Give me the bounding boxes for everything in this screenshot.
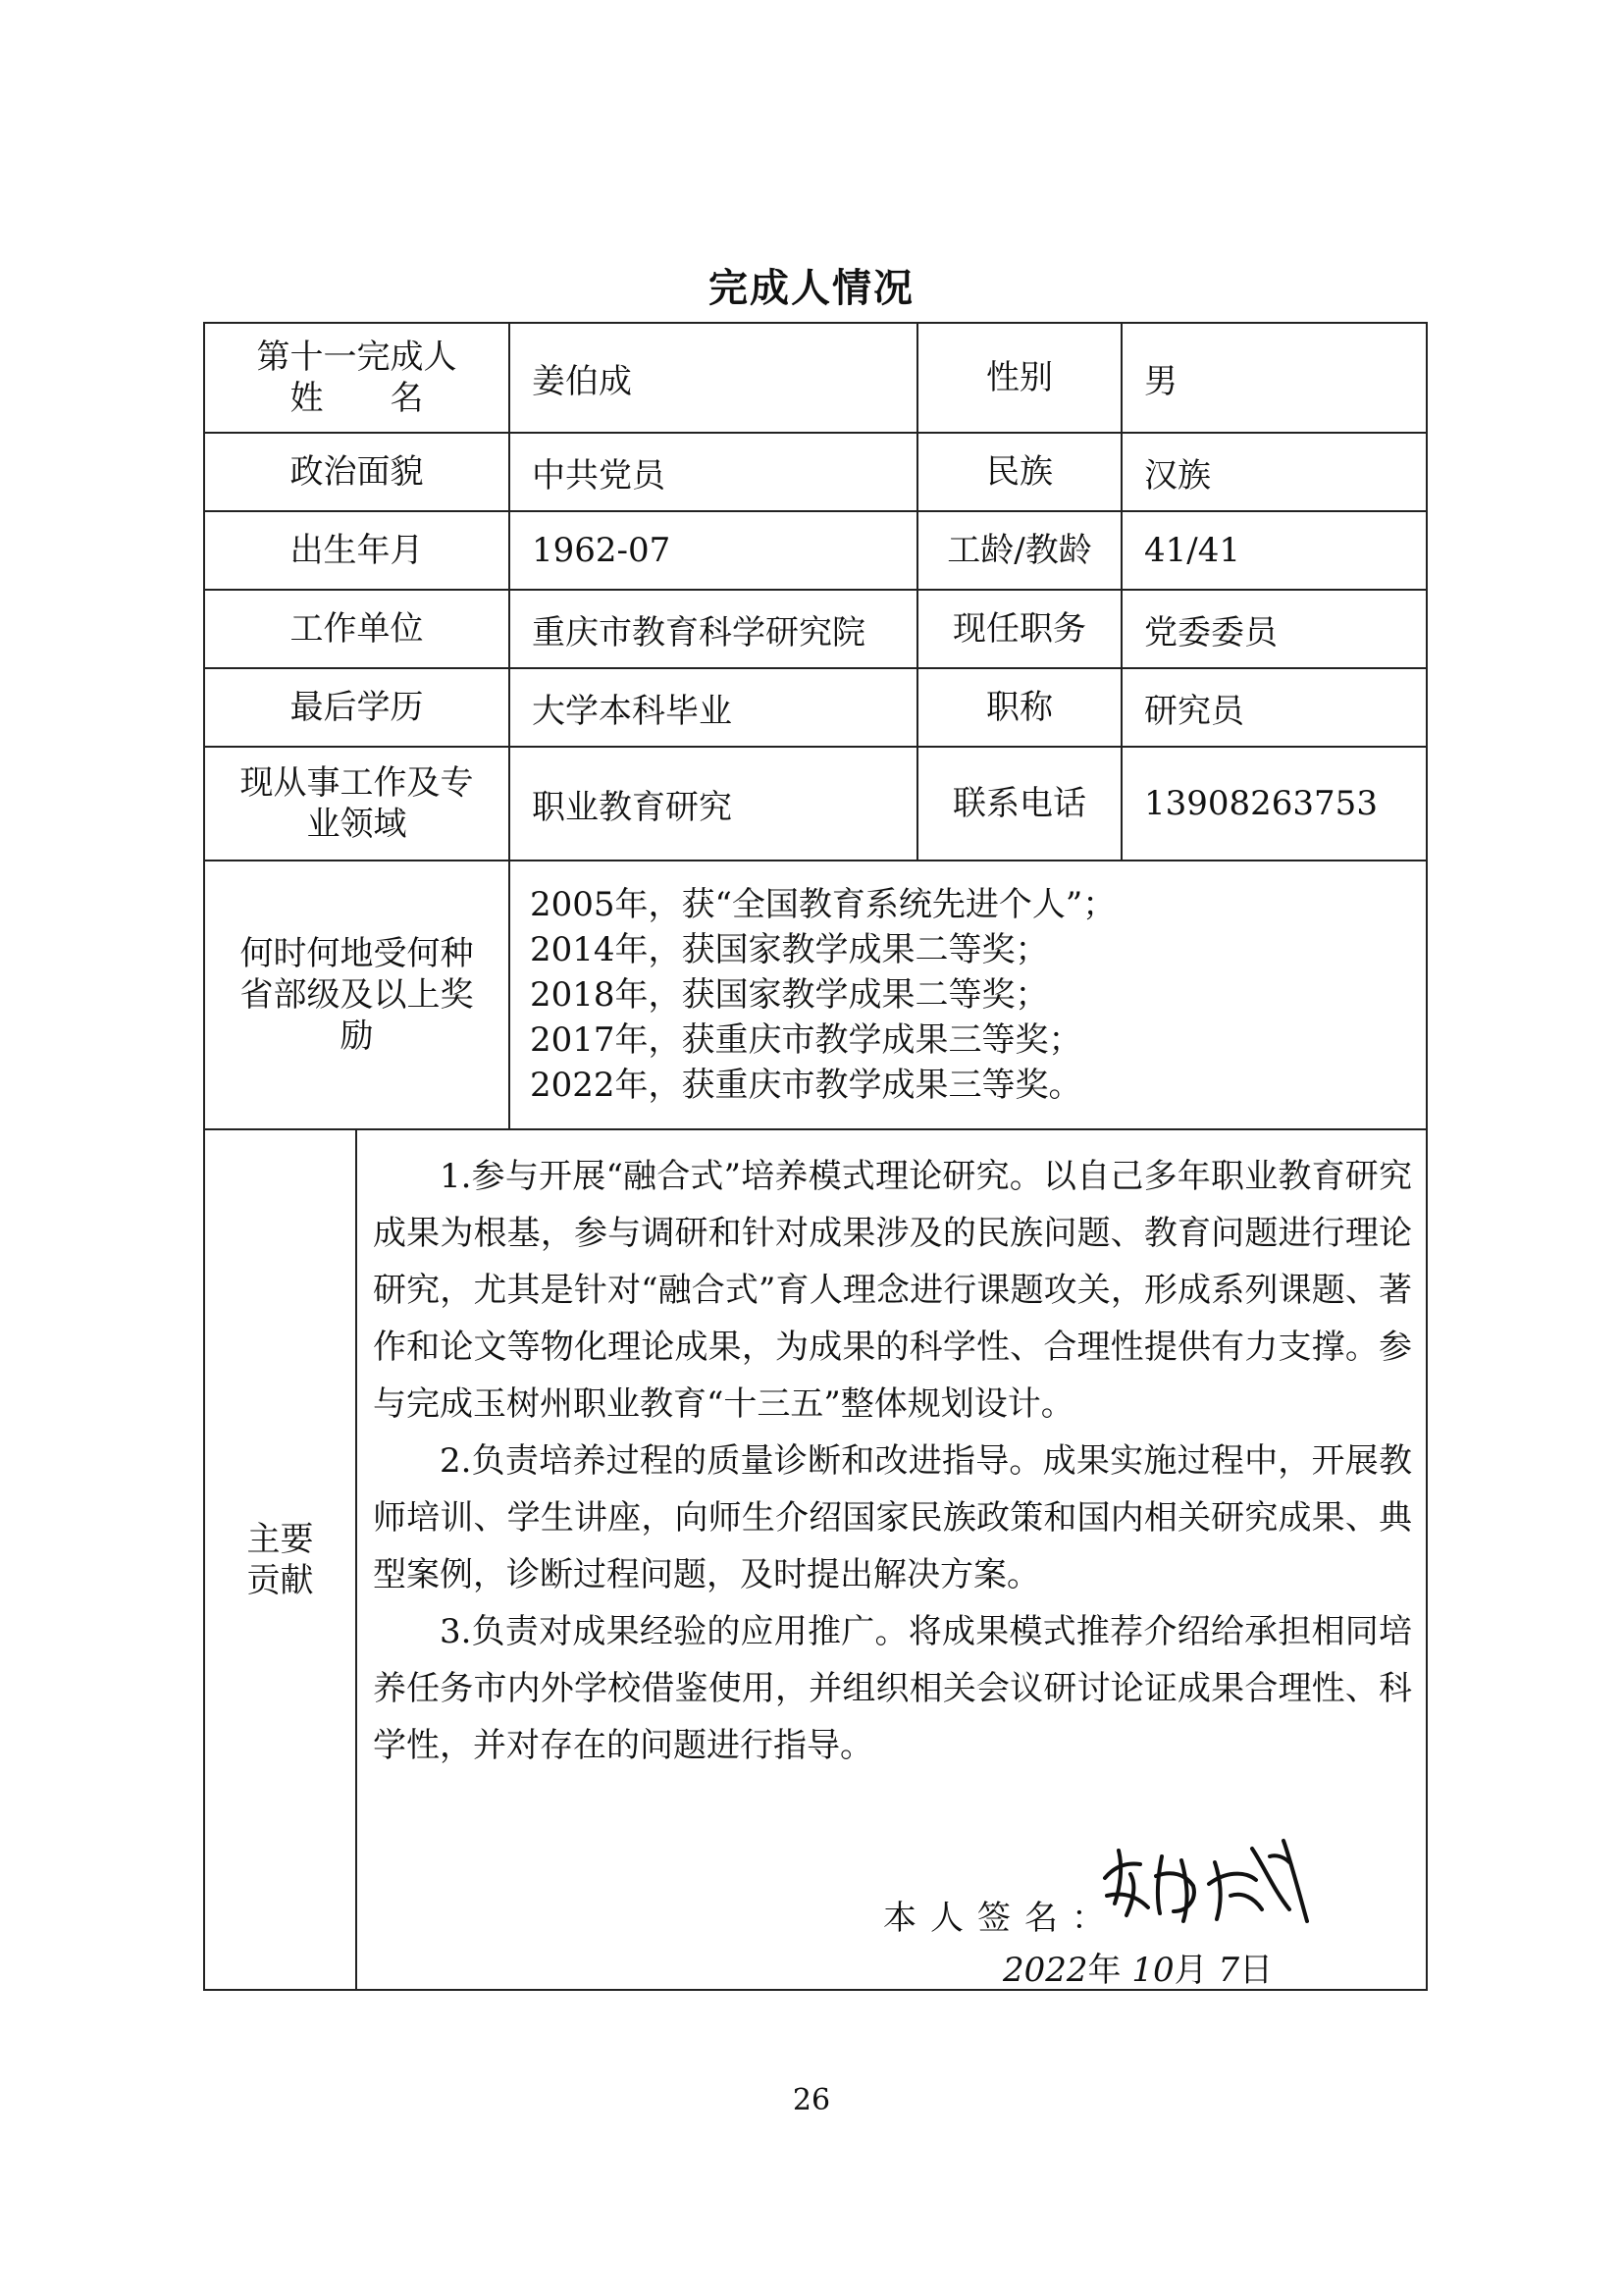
contribution-paragraph: 3.负责对成果经验的应用推广。将成果模式推荐介绍给承担相同培养任务市内外学校借鉴使用，并组织相关会议研讨论证成果合理性、科学性，并对存在的问题进行指导。: [373, 1612, 1412, 1765]
birth-value: 1962-07: [508, 510, 918, 591]
political-label: 政治面貌: [203, 432, 510, 512]
contribution-paragraph: 2.负责培养过程的质量诊断和改进指导。成果实施过程中，开展教师培训、学生讲座，向师生介绍国家民族政策和国内相关研究成果、典型案例，诊断过程问题，及时提出解决方案。: [373, 1441, 1412, 1594]
awards-list: [508, 860, 1428, 1130]
name-label-line1: 第十一完成人: [256, 338, 457, 377]
signature-date: [1003, 1943, 1273, 1991]
field-label-line1: 现从事工作及专: [239, 763, 474, 803]
name-label-line2: 姓 名: [289, 379, 424, 418]
position-value: 党委委员: [1121, 589, 1428, 669]
handwritten-signature: [1097, 1827, 1313, 1935]
education-label: 最后学历: [203, 667, 510, 748]
seniority-value: 41/41: [1121, 510, 1428, 591]
page-title: 完成人情况: [708, 266, 915, 311]
education-value: 大学本科毕业: [508, 667, 918, 748]
ethnicity-label: 民族: [916, 432, 1123, 512]
position-label: 现任职务: [916, 589, 1123, 669]
field-value: 职业教育研究: [508, 746, 918, 861]
award-item: 2014年，获国家教学成果二等奖；: [530, 930, 1049, 969]
employer-label: 工作单位: [203, 589, 510, 669]
page-number: 26: [792, 2083, 831, 2117]
awards-label-line1: 何时何地受何种: [239, 934, 474, 973]
award-item: 2018年，获国家教学成果二等奖；: [530, 975, 1049, 1015]
signature-label: 本人签名：: [883, 1899, 1119, 1938]
employer-value: 重庆市教育科学研究院: [508, 589, 918, 669]
date-year-suffix: 年: [1087, 1951, 1122, 1990]
ethnicity-value: 汉族: [1121, 432, 1428, 512]
award-item: 2017年，获重庆市教学成果三等奖；: [530, 1020, 1082, 1060]
date-month-suffix: 月: [1174, 1951, 1208, 1990]
award-item: 2005年，获“全国教育系统先进个人”；: [530, 885, 1117, 924]
field-label: [203, 746, 510, 861]
date-year: 2022: [1003, 1951, 1088, 1990]
title-label: 职称: [916, 667, 1123, 748]
contribution-label: [203, 1128, 357, 1991]
political-value: 中共党员: [508, 432, 918, 512]
title-value: 研究员: [1121, 667, 1428, 748]
phone-label: 联系电话: [916, 746, 1123, 861]
date-day-suffix: 日: [1239, 1951, 1274, 1990]
date-month: 10: [1131, 1951, 1175, 1990]
awards-label-line2: 省部级及以上奖: [239, 975, 474, 1015]
award-item: 2022年，获重庆市教学成果三等奖。: [530, 1066, 1082, 1105]
gender-value: 男: [1121, 322, 1428, 434]
awards-label: [203, 860, 510, 1130]
contribution-label-line2: 贡献: [246, 1560, 314, 1600]
contribution-label-line1: 主要: [246, 1519, 314, 1559]
date-day: 7: [1218, 1951, 1240, 1990]
contribution-paragraph: 1.参与开展“融合式”培养模式理论研究。以自己多年职业教育研究成果为根基，参与调研和针对成果涉及的民族问题、教育问题进行理论研究，尤其是针对“融合式”育人理念进行课题攻关，形成系列课题、著作和论文等物化理论成果，为成果的科学性、合理性提供有力支撑。参与完成玉树州职业教育“十三五”整体规划设计。: [373, 1157, 1412, 1424]
seniority-label: 工龄/教龄: [916, 510, 1123, 591]
name-label: [203, 322, 510, 434]
gender-label: 性别: [916, 322, 1123, 434]
birth-label: 出生年月: [203, 510, 510, 591]
awards-label-line3: 励: [340, 1017, 374, 1056]
field-label-line2: 业领域: [306, 805, 407, 844]
phone-value: 13908263753: [1121, 746, 1428, 861]
name-value: 姜伯成: [508, 322, 918, 434]
